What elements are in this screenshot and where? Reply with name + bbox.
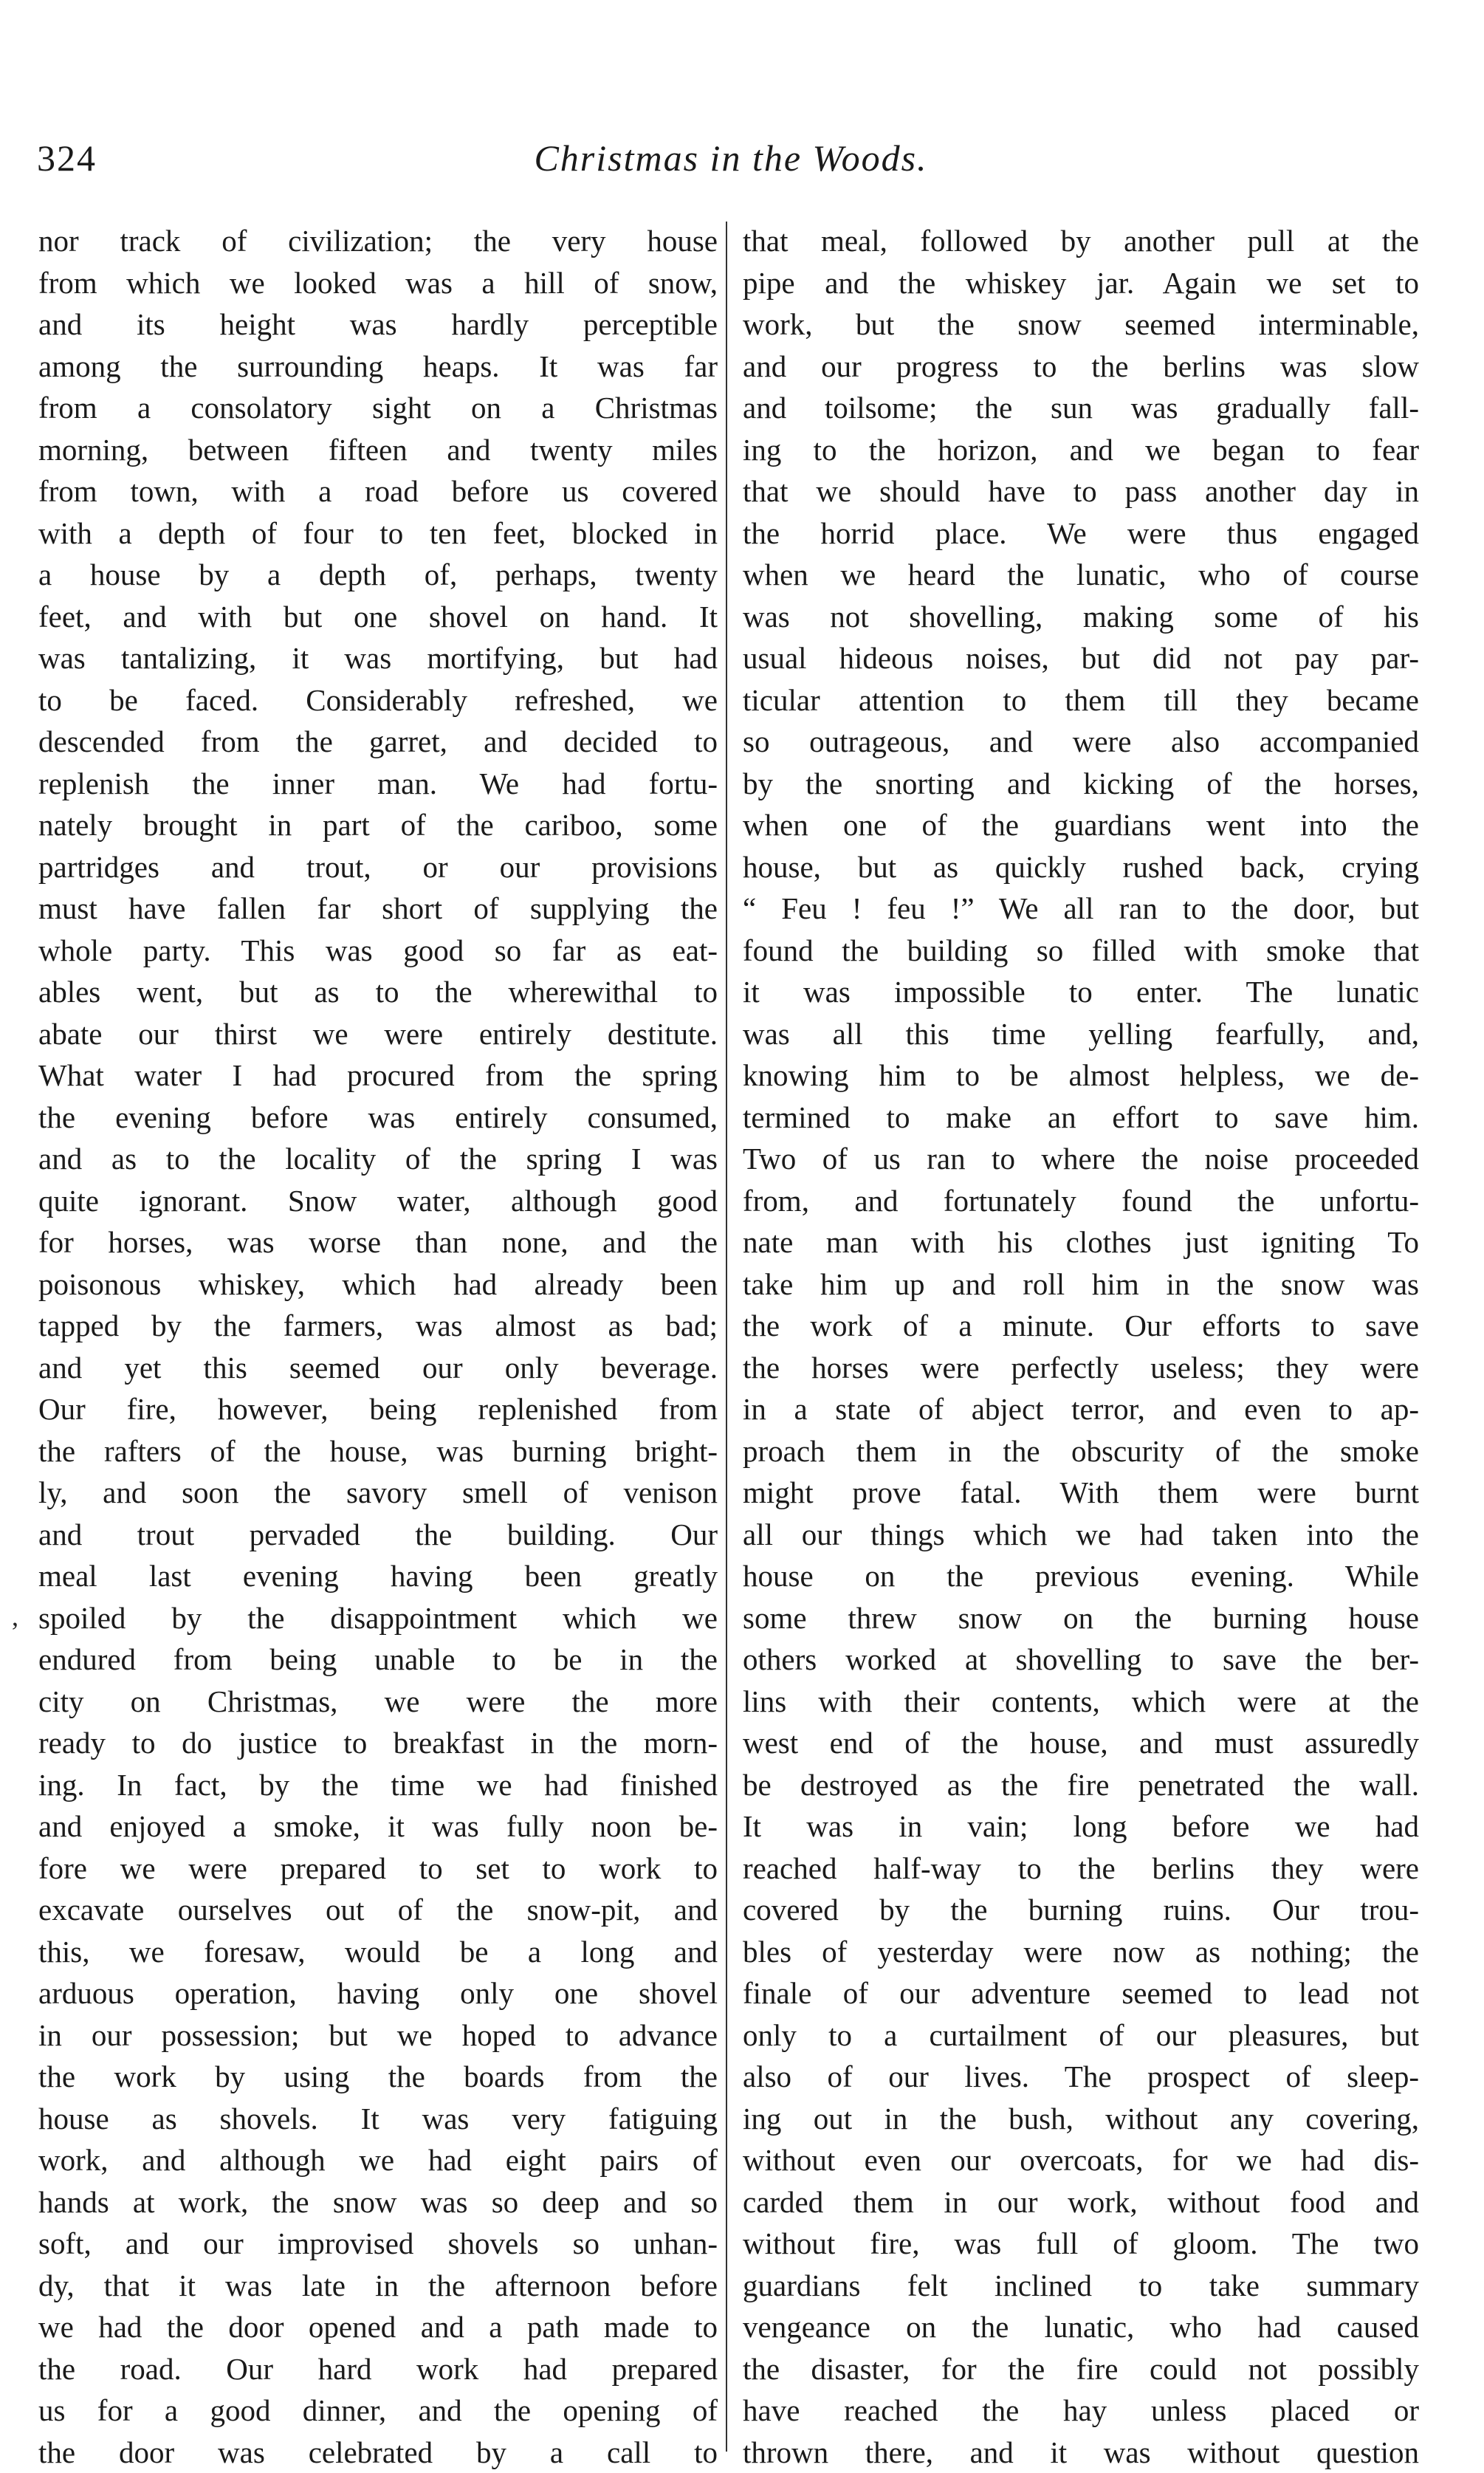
text-line: poisonous whiskey, which had already been — [38, 1263, 718, 1306]
text-line: termined to make an effort to save him. — [743, 1097, 1419, 1139]
text-line: work, and although we had eight pairs of — [38, 2139, 718, 2181]
text-line: when we heard the lunatic, who of course — [743, 554, 1419, 596]
text-line: partridges and trout, or our provisions — [38, 846, 718, 888]
text-line: was all this time yelling fearfully, and, — [743, 1013, 1419, 1055]
text-line: ticular attention to them till they became — [743, 679, 1419, 721]
text-line: take him up and roll him in the snow was — [743, 1263, 1419, 1306]
margin-mark: , — [12, 1601, 18, 1632]
text-line: others worked at shovelling to save the ber- — [743, 1639, 1419, 1681]
text-line: abate our thirst we were entirely destitute. — [38, 1013, 718, 1055]
text-line: and toilsome; the sun was gradually fall- — [743, 387, 1419, 429]
text-line: when one of the guardians went into the — [743, 804, 1419, 846]
text-line: in our possession; but we hoped to advance — [38, 2014, 718, 2057]
text-line: without fire, was full of gloom. The two — [743, 2223, 1419, 2265]
text-line: It was in vain; long before we had — [743, 1805, 1419, 1848]
text-line: the disaster, for the fire could not possibly — [743, 2348, 1419, 2390]
text-line: the horrid place. We were thus engaged — [743, 512, 1419, 555]
text-line: house on the previous evening. While — [743, 1555, 1419, 1597]
text-line: it was impossible to enter. The lunatic — [743, 971, 1419, 1013]
text-line: and its height was hardly perceptible — [38, 303, 718, 346]
text-line: that we should have to pass another day in — [743, 470, 1419, 512]
text-line: the horses were perfectly useless; they were — [743, 1347, 1419, 1389]
text-line: was tantalizing, it was mortifying, but had — [38, 637, 718, 679]
text-line: so outrageous, and were also accompanied — [743, 721, 1419, 763]
text-line: that meal, followed by another pull at the — [743, 220, 1419, 262]
text-line: “ Feu ! feu !” We all ran to the door, but — [743, 888, 1419, 930]
text-line: have reached the hay unless placed or — [743, 2390, 1419, 2432]
text-line: work, but the snow seemed interminable, — [743, 303, 1419, 346]
text-line: the door was celebrated by a call to — [38, 2432, 718, 2473]
text-line: for horses, was worse than none, and the — [38, 1221, 718, 1263]
column-divider — [726, 222, 727, 2452]
text-line: also of our lives. The prospect of sleep- — [743, 2056, 1419, 2098]
text-line: spoiled by the disappointment which we — [38, 1597, 718, 1639]
text-line: with a depth of four to ten feet, blocked in — [38, 512, 718, 555]
text-line: us for a good dinner, and the opening of — [38, 2390, 718, 2432]
text-line: nor track of civilization; the very house — [38, 220, 718, 262]
text-line: the work by using the boards from the — [38, 2056, 718, 2098]
page-number: 324 — [37, 137, 97, 179]
text-line: hands at work, the snow was so deep and so — [38, 2181, 718, 2223]
text-line: descended from the garret, and decided to — [38, 721, 718, 763]
text-line: bles of yesterday were now as nothing; the — [743, 1931, 1419, 1973]
text-line: ready to do justice to breakfast in the morn- — [38, 1722, 718, 1764]
text-line: tapped by the farmers, was almost as bad; — [38, 1305, 718, 1347]
text-line: pipe and the whiskey jar. Again we set to — [743, 262, 1419, 304]
text-line: from a consolatory sight on a Christmas — [38, 387, 718, 429]
text-line: the rafters of the house, was burning bright- — [38, 1430, 718, 1472]
text-line: the road. Our hard work had prepared — [38, 2348, 718, 2390]
text-line: from which we looked was a hill of snow, — [38, 262, 718, 304]
text-line: excavate ourselves out of the snow-pit, and — [38, 1889, 718, 1931]
text-line: knowing him to be almost helpless, we de- — [743, 1054, 1419, 1097]
text-line: and yet this seemed our only beverage. — [38, 1347, 718, 1389]
left-text-column — [38, 220, 718, 2473]
text-line: quite ignorant. Snow water, although good — [38, 1180, 718, 1222]
text-line: Two of us ran to where the noise proceeded — [743, 1138, 1419, 1180]
text-line: Our fire, however, being replenished from — [38, 1388, 718, 1430]
text-line: among the surrounding heaps. It was far — [38, 346, 718, 388]
text-line: lins with their contents, which were at the — [743, 1681, 1419, 1723]
text-line: thrown there, and it was without question — [743, 2432, 1419, 2473]
text-line: finale of our adventure seemed to lead not — [743, 1972, 1419, 2014]
text-line: and trout pervaded the building. Our — [38, 1514, 718, 1556]
text-line: by the snorting and kicking of the horses, — [743, 763, 1419, 805]
text-line: was not shovelling, making some of his — [743, 596, 1419, 638]
text-line: and our progress to the berlins was slow — [743, 346, 1419, 388]
right-text-column — [743, 220, 1419, 2473]
text-line: might prove fatal. With them were burnt — [743, 1472, 1419, 1514]
text-line: found the building so filled with smoke that — [743, 930, 1419, 972]
text-line: replenish the inner man. We had fortu- — [38, 763, 718, 805]
text-line: in a state of abject terror, and even to ap- — [743, 1388, 1419, 1430]
text-line: ly, and soon the savory smell of venison — [38, 1472, 718, 1514]
text-line: to be faced. Considerably refreshed, we — [38, 679, 718, 721]
text-line: this, we foresaw, would be a long and — [38, 1931, 718, 1973]
text-line: the work of a minute. Our efforts to save — [743, 1305, 1419, 1347]
text-line: usual hideous noises, but did not pay par- — [743, 637, 1419, 679]
text-line: must have fallen far short of supplying the — [38, 888, 718, 930]
text-line: only to a curtailment of our pleasures, but — [743, 2014, 1419, 2057]
text-line: nately brought in part of the cariboo, some — [38, 804, 718, 846]
text-line: morning, between fifteen and twenty miles — [38, 429, 718, 471]
text-line: reached half-way to the berlins they were — [743, 1848, 1419, 1890]
text-line: west end of the house, and must assuredly — [743, 1722, 1419, 1764]
text-line: What water I had procured from the spring — [38, 1054, 718, 1097]
text-line: ing. In fact, by the time we had finished — [38, 1764, 718, 1806]
text-line: ables went, but as to the wherewithal to — [38, 971, 718, 1013]
text-line: endured from being unable to be in the — [38, 1639, 718, 1681]
text-line: and enjoyed a smoke, it was fully noon be- — [38, 1805, 718, 1848]
text-line: without even our overcoats, for we had dis- — [743, 2139, 1419, 2181]
text-line: guardians felt inclined to take summary — [743, 2265, 1419, 2307]
text-line: vengeance on the lunatic, who had caused — [743, 2306, 1419, 2348]
running-title: Christmas in the Woods. — [37, 137, 1425, 179]
text-line: all our things which we had taken into the — [743, 1514, 1419, 1556]
text-line: city on Christmas, we were the more — [38, 1681, 718, 1723]
text-line: the evening before was entirely consumed, — [38, 1097, 718, 1139]
text-line: and as to the locality of the spring I was — [38, 1138, 718, 1180]
text-line: meal last evening having been greatly — [38, 1555, 718, 1597]
text-line: we had the door opened and a path made to — [38, 2306, 718, 2348]
text-line: covered by the burning ruins. Our trou- — [743, 1889, 1419, 1931]
text-line: house, but as quickly rushed back, crying — [743, 846, 1419, 888]
text-line: from, and fortunately found the unfortu- — [743, 1180, 1419, 1222]
text-line: house as shovels. It was very fatiguing — [38, 2098, 718, 2140]
text-line: carded them in our work, without food and — [743, 2181, 1419, 2223]
text-line: soft, and our improvised shovels so unhan- — [38, 2223, 718, 2265]
text-line: fore we were prepared to set to work to — [38, 1848, 718, 1890]
text-line: proach them in the obscurity of the smoke — [743, 1430, 1419, 1472]
text-line: arduous operation, having only one shovel — [38, 1972, 718, 2014]
text-line: ing to the horizon, and we began to fear — [743, 429, 1419, 471]
text-line: a house by a depth of, perhaps, twenty — [38, 554, 718, 596]
text-line: from town, with a road before us covered — [38, 470, 718, 512]
text-line: be destroyed as the fire penetrated the wall. — [743, 1764, 1419, 1806]
page-header — [37, 137, 1425, 181]
text-line: nate man with his clothes just igniting To — [743, 1221, 1419, 1263]
text-line: ing out in the bush, without any covering, — [743, 2098, 1419, 2140]
text-line: dy, that it was late in the afternoon before — [38, 2265, 718, 2307]
text-line: feet, and with but one shovel on hand. It — [38, 596, 718, 638]
text-line: some threw snow on the burning house — [743, 1597, 1419, 1639]
text-line: whole party. This was good so far as eat- — [38, 930, 718, 972]
